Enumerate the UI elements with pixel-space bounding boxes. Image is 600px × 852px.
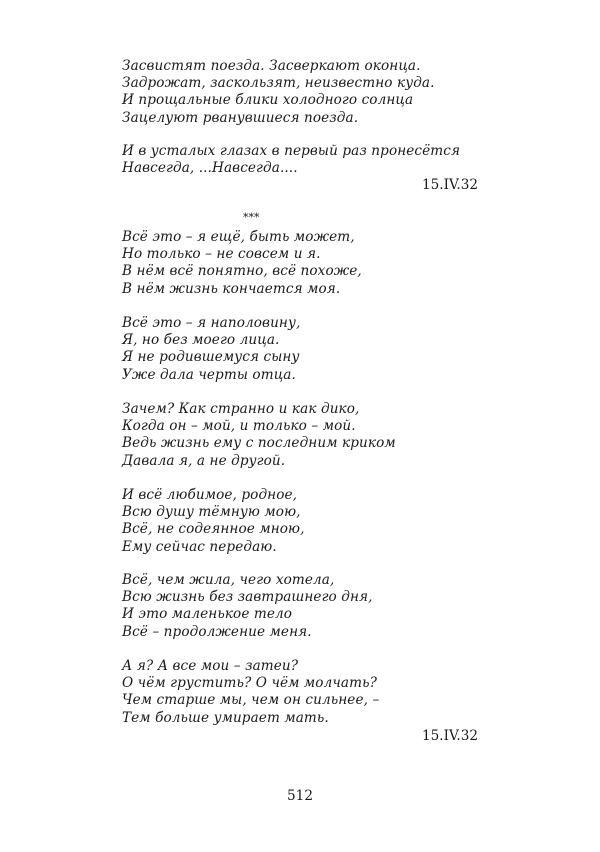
poem-line: Уже дала черты отца. <box>122 366 296 383</box>
poem-line: И это маленькое тело <box>122 606 293 623</box>
poem-line: Задрожат, заскользят, неизвестно куда. <box>122 75 435 92</box>
poem2-stanza-4 <box>122 487 482 556</box>
poem-line: А я? А все мои – затеи? <box>122 658 299 674</box>
poem-line: Зацелуют рванувшиеся поезда. <box>122 109 359 126</box>
poem-line: Но только – не совсем и я. <box>122 246 321 263</box>
poem-separator: *** <box>243 211 260 224</box>
poem2-date: 15.IV.32 <box>421 728 478 744</box>
poem1-stanza-1 <box>122 58 482 127</box>
poem2-stanza-2 <box>122 315 482 384</box>
poem-line: Когда он – мой, и только – мой. <box>122 418 356 435</box>
poem-line: Навсегда, ...Навсегда.... <box>122 160 298 177</box>
poem-line: Всё, не содеянное мною, <box>122 521 305 538</box>
poem-line: Всё – продолжение меня. <box>122 623 312 640</box>
poem-line: Всё, чем жила, чего хотела, <box>122 572 335 588</box>
poem-line: Давала я, а не другой. <box>122 452 286 469</box>
poem2-stanza-6 <box>122 658 482 727</box>
poem2-stanza-3 <box>122 401 482 470</box>
poem-line: Чем старше мы, чем он сильнее, – <box>122 692 380 709</box>
poem-line: Я не родившемуся сыну <box>122 349 300 366</box>
poem-line: Тем больше умирает мать. <box>122 709 329 726</box>
poem2-stanza-5 <box>122 572 482 641</box>
poem1-stanza-2 <box>122 143 482 177</box>
poem-line: Ведь жизнь ему с последним криком <box>122 435 396 452</box>
page-number: 512 <box>287 788 313 804</box>
poem-line: Ему сейчас передаю. <box>122 538 277 555</box>
poem-line: В нём всё понятно, всё похоже, <box>122 263 362 280</box>
poem-line: И в усталых глазах в первый раз пронесётся <box>122 143 461 159</box>
poem-line: Всю жизнь без завтрашнего дня, <box>122 589 373 606</box>
poem-line: И прощальные блики холодного солнца <box>122 92 414 109</box>
poem1-date: 15.IV.32 <box>421 177 478 193</box>
poem-line: Всю душу тёмную мою, <box>122 504 301 521</box>
poem-line: Всё это – я наполовину, <box>122 315 301 331</box>
poem-line: Зачем? Как странно и как дико, <box>122 401 360 417</box>
poem-line: Всё это – я ещё, быть может, <box>122 229 355 245</box>
poem2-stanza-1 <box>122 229 482 298</box>
poem-line: В нём жизнь кончается моя. <box>122 280 341 297</box>
poem-line: И всё любимое, родное, <box>122 487 298 503</box>
poem-line: О чём грустить? О чём молчать? <box>122 675 377 692</box>
poem-line: Я, но без моего лица. <box>122 332 280 349</box>
poem-line: Засвистят поезда. Засверкают оконца. <box>122 58 421 74</box>
